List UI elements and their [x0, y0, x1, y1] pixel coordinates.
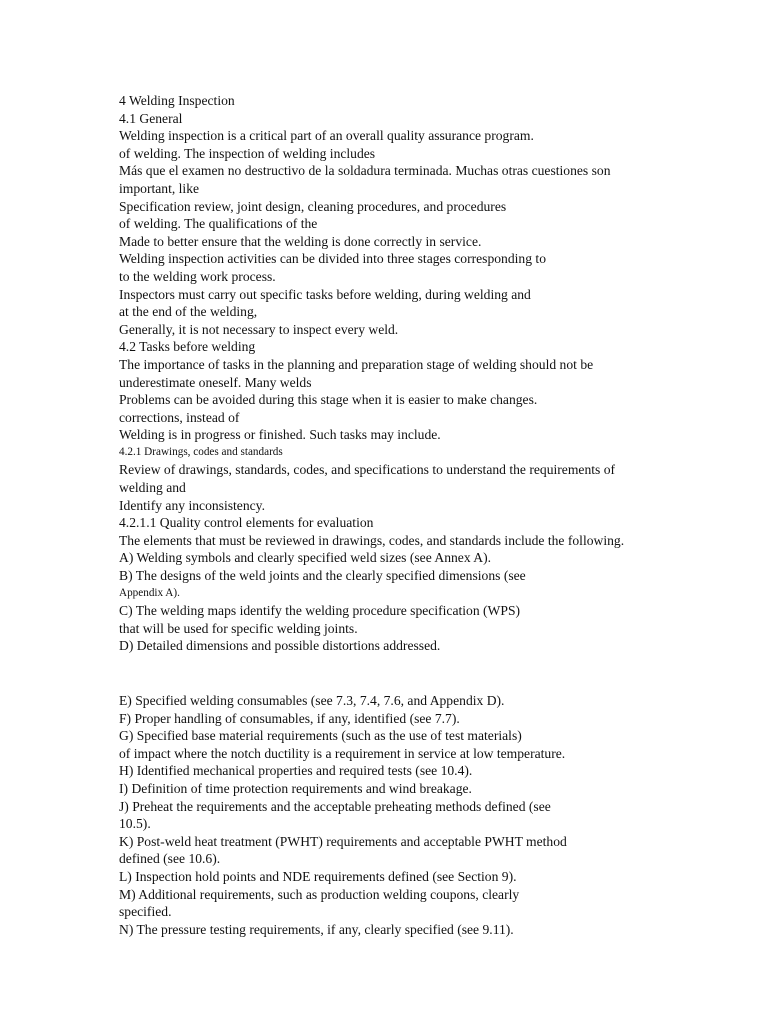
- text-line: Identify any inconsistency.: [119, 497, 265, 513]
- text-line: to the welding work process.: [119, 268, 276, 284]
- text-line: Welding inspection is a critical part of an overall quality assurance program.: [119, 128, 534, 144]
- text-line: of welding. The qualifications of the: [119, 216, 318, 232]
- list-item: E) Specified welding consumables (see 7.3, 7.4, 7.6, and Appendix D).: [119, 693, 505, 708]
- list-item: G) Specified base material requirements (such as the use of test materials): [119, 728, 522, 744]
- subsection-heading: 4.1 General: [119, 110, 183, 126]
- text-line: Made to better ensure that the welding is done correctly in service.: [119, 233, 482, 249]
- list-item: C) The welding maps identify the welding procedure specification (WPS): [119, 603, 521, 619]
- subsection-heading: 4.2.1.1 Quality control elements for evaluation: [119, 515, 374, 531]
- text-line: Welding inspection activities can be divided into three stages corresponding to: [119, 251, 546, 267]
- text-line: Problems can be avoided during this stage when it is easier to make changes.: [119, 392, 538, 408]
- list-item: K) Post-weld heat treatment (PWHT) requirements and acceptable PWHT method: [119, 833, 567, 849]
- text-line: Inspectors must carry out specific tasks before welding, during welding and: [119, 286, 531, 302]
- list-item: H) Identified mechanical properties and required tests (see 10.4).: [119, 763, 473, 779]
- text-line: Más que el examen no destructivo de la soldadura terminada. Muchas otras cuestiones son important, like: [119, 163, 611, 196]
- text-line: Welding is in progress or finished. Such tasks may include.: [119, 427, 441, 443]
- section-heading: 4 Welding Inspection: [119, 93, 235, 108]
- subsection-heading: 4.2 Tasks before welding: [119, 339, 256, 355]
- list-item: I) Definition of time protection requirements and wind breakage.: [119, 780, 472, 796]
- text-block-lower: [119, 692, 659, 938]
- text-line: The elements that must be reviewed in drawings, codes, and standards include the following.: [119, 532, 625, 548]
- list-item: D) Detailed dimensions and possible distortions addressed.: [119, 638, 441, 654]
- list-item: A) Welding symbols and clearly specified weld sizes (see Annex A).: [119, 550, 492, 566]
- subsection-heading: 4.2.1 Drawings, codes and standards: [119, 445, 283, 458]
- text-line: corrections, instead of: [119, 409, 240, 425]
- list-item: B) The designs of the weld joints and the clearly specified dimensions (see: [119, 568, 526, 584]
- list-item: F) Proper handling of consumables, if any, identified (see 7.7).: [119, 710, 460, 726]
- list-item-continuation: 10.5).: [119, 816, 151, 832]
- text-line: Generally, it is not necessary to inspect every weld.: [119, 321, 399, 337]
- text-line: Specification review, joint design, cleaning procedures, and procedures: [119, 198, 507, 214]
- list-item: L) Inspection hold points and NDE requirements defined (see Section 9).: [119, 868, 517, 884]
- list-item: M) Additional requirements, such as production welding coupons, clearly: [119, 886, 520, 902]
- list-item: J) Preheat the requirements and the acceptable preheating methods defined (see: [119, 798, 551, 814]
- text-line: of welding. The inspection of welding includes: [119, 145, 376, 161]
- list-item: N) The pressure testing requirements, if any, clearly specified (see 9.11).: [119, 921, 514, 937]
- list-item-continuation: that will be used for specific welding joints.: [119, 620, 358, 636]
- list-item-continuation: Appendix A).: [119, 586, 180, 599]
- text-block-upper: [119, 92, 659, 655]
- text-line: Review of drawings, standards, codes, and specifications to understand the requirements of welding and: [119, 462, 616, 496]
- list-item-continuation: specified.: [119, 904, 172, 920]
- list-item-continuation: of impact where the notch ductility is a requirement in service at low temperature.: [119, 745, 566, 761]
- list-item-continuation: defined (see 10.6).: [119, 851, 221, 867]
- text-line: The importance of tasks in the planning and preparation stage of welding should not be underestimate oneself. Many welds: [119, 356, 594, 390]
- text-line: at the end of the welding,: [119, 304, 258, 320]
